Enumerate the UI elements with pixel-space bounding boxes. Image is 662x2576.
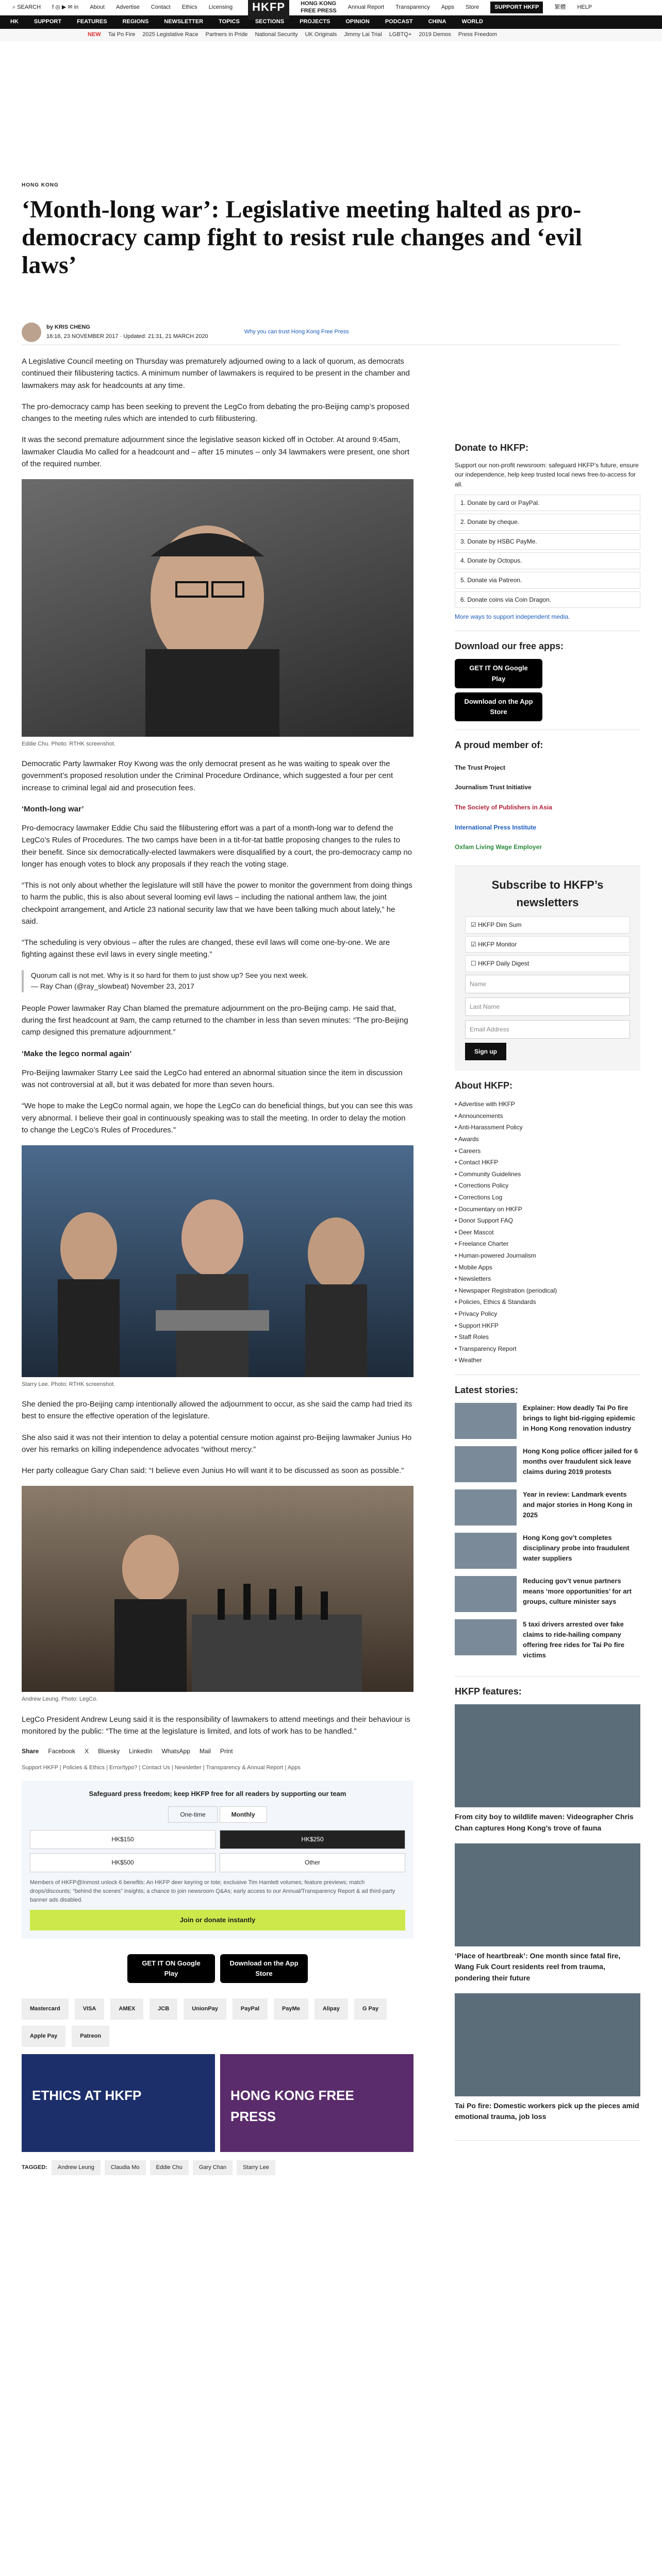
nav-podcast[interactable]: PODCAST [385, 19, 413, 25]
story-thumbnail [455, 1619, 517, 1655]
newsletter-option[interactable]: ☑ HKFP Monitor [465, 936, 630, 953]
trending-bar [0, 29, 662, 41]
paypal-logo: PayPal [233, 1998, 268, 2020]
page-title: ‘Month-long war’: Legislative meeting halted as pro-democracy camp fight to resist rule changes and ‘evil laws’ [22, 196, 582, 279]
byline [22, 319, 620, 345]
hkfp-banner[interactable]: HONG KONG FREE PRESS [220, 2054, 413, 2152]
logo[interactable]: HKFP [248, 0, 289, 20]
paragraph: LegCo President Andrew Leung said it is the responsibility of lawmakers to attend meetings and their behaviour is monitored by the public: “The time at the legislature is limited, and lots of work has to be handled.” [22, 1715, 410, 1736]
about-link[interactable]: • Contact HKFP [455, 1159, 499, 1166]
author-avatar [22, 323, 41, 342]
join-button[interactable]: Join or donate instantly [30, 1910, 405, 1930]
main-nav [0, 15, 662, 29]
donate-option[interactable]: 2. Donate by cheque. [455, 514, 640, 531]
donate-box [455, 433, 640, 631]
latest-story[interactable] [455, 1403, 640, 1439]
nav-projects[interactable]: PROJECTS [300, 19, 330, 25]
about-link[interactable]: • Mobile Apps [455, 1263, 492, 1271]
share-mail[interactable]: Mail [199, 1748, 211, 1755]
payment-logos [22, 1998, 413, 2047]
logo-text [301, 1, 337, 14]
tag[interactable]: Gary Chan [193, 2160, 233, 2175]
story-thumbnail [455, 1489, 517, 1526]
nav-newsletter[interactable]: NEWSLETTER [164, 19, 204, 25]
about-link[interactable]: • Awards [455, 1136, 479, 1143]
about-link[interactable]: • Transparency Report [455, 1345, 517, 1352]
amount-option[interactable]: HK$500 [30, 1853, 216, 1872]
donate-heading: Donate to HKFP: [455, 443, 528, 453]
story-title: Explainer: How deadly Tai Po fire brings to light bid-rigging epidemic in Hong Kong renovation industry [523, 1403, 636, 1433]
trending-item[interactable]: 2019 Demos [419, 31, 451, 38]
article-photo-starry-lee [22, 1145, 413, 1377]
ethics-banner[interactable]: ETHICS AT HKFP [22, 2054, 215, 2152]
name-field[interactable]: Name [465, 975, 630, 993]
newsletter-option[interactable]: ☑ HKFP Dim Sum [465, 917, 630, 934]
about-link[interactable]: • Weather [455, 1357, 482, 1364]
latest-list [455, 1403, 640, 1661]
byline-text [46, 323, 208, 341]
podium-illustration [22, 1486, 413, 1692]
latest-box [455, 1375, 640, 1676]
about-link[interactable]: • Newspaper Registration (periodical) [455, 1286, 557, 1294]
about-link[interactable]: • Support HKFP [455, 1321, 499, 1329]
newsletter-heading: Subscribe to HKFP’s newsletters [491, 878, 604, 909]
nav-regions[interactable]: REGIONS [122, 19, 149, 25]
about-link[interactable]: • Freelance Charter [455, 1240, 509, 1248]
applepay-logo: Apple Pay [22, 2026, 65, 2047]
story-thumbnail [455, 1403, 517, 1439]
top-link-store[interactable]: Store [466, 4, 479, 10]
feature-image[interactable] [455, 1704, 640, 1807]
trending-item[interactable]: National Security [255, 31, 298, 38]
paragraph: “The scheduling is very obvious – after the rules are changed, these evil laws will come one-by-one. We are fighting against these evil laws in every single meeting.” [22, 938, 390, 959]
paragraph: “This is not only about whether the legislature will still have the power to monitor the government from doing things to harm the public, this is also about several looming evil laws – including the national anthem law, the joint checkpoint arrangement, and Article 23 national security law that we have been talking much about lately,” he said. [22, 881, 412, 926]
story-title: Hong Kong gov’t completes disciplinary probe into fraudulent water suppliers [523, 1533, 630, 1563]
frequency-toggle [30, 1806, 405, 1823]
feature-title[interactable]: Tai Po fire: Domestic workers pick up the pieces amid emotional trauma, job loss [455, 2101, 639, 2121]
donate-option[interactable]: 4. Donate by Octopus. [455, 552, 640, 569]
newsletter-box [455, 866, 640, 1071]
jcb-logo: JCB [150, 1998, 177, 2020]
about-link[interactable]: • Corrections Policy [455, 1182, 509, 1190]
story-title: Year in review: Landmark events and major stories in Hong Kong in 2025 [523, 1490, 633, 1519]
alipay-logo: Alipay [315, 1998, 348, 2020]
about-link[interactable]: • Newsletters [455, 1275, 491, 1283]
about-box [455, 1071, 640, 1375]
about-link[interactable]: • Human-powered Journalism [455, 1251, 536, 1259]
latest-story[interactable] [455, 1619, 640, 1661]
tags-label: TAGGED: [22, 2164, 47, 2171]
member-logo[interactable]: Journalism Trust Initiative [455, 784, 532, 791]
paragraph: Pro-Beijing lawmaker Starry Lee said the LegCo had entered an abnormal situation since the item in discussion was not controversial at all, but it was debated for more than seven hours. [22, 1068, 403, 1090]
about-heading: About HKFP: [455, 1080, 512, 1091]
logo-line2: FREE PRESS [301, 7, 337, 14]
newsletter-name: HKFP Dim Sum [478, 921, 522, 928]
app-store-button[interactable]: Download on the App Store [455, 692, 542, 721]
nav-china[interactable]: CHINA [428, 19, 446, 25]
paragraph: She also said it was not their intention to delay a potential censure motion against pro-Beijing lawmaker Junius Ho over his remarks on killing independence advocates “without mercy.” [22, 1433, 412, 1454]
latest-story[interactable] [455, 1576, 640, 1612]
app-store-button[interactable]: Download on the App Store [220, 1954, 308, 1983]
apps-box [455, 631, 640, 730]
store-buttons [22, 1954, 413, 1983]
publish-date: 16:16, 23 NOVEMBER 2017 · Updated: 21:31, 21 MARCH 2020 [46, 333, 208, 340]
about-link[interactable]: • Community Guidelines [455, 1170, 521, 1178]
donate-option[interactable]: 5. Donate via Patreon. [455, 572, 640, 589]
logo-line1: HONG KONG [301, 1, 337, 7]
email-field[interactable]: Email Address [465, 1020, 630, 1039]
patreon-logo: Patreon [72, 2026, 109, 2047]
apps-heading: Download our free apps: [455, 641, 564, 652]
support-links[interactable]: Support HKFP | Policies & Ethics | Error/typo? | Contact Us | Newsletter | Transparency & Annual Report | Apps [22, 1764, 301, 1771]
top-link-annual[interactable]: Annual Report [347, 4, 385, 10]
search-label: SEARCH [17, 4, 41, 10]
tag[interactable]: Eddie Chu [150, 2160, 189, 2175]
amount-grid [30, 1830, 405, 1872]
paragraph: A Legislative Council meeting on Thursday was prematurely adjourned owing to a lack of quorum, as democrats continued their filibustering tactics. A minimum number of lawmakers is required to be present in the chamber and lawmakers may ask for headcounts at any time. [22, 357, 410, 390]
trending-item[interactable]: Tai Po Fire [108, 31, 136, 38]
press-illustration [22, 1145, 413, 1377]
trending-item[interactable]: Press Freedom [458, 31, 497, 38]
about-list [455, 1098, 640, 1366]
story-title: 5 taxi drivers arrested over fake claims to ride-hailing company offering free rides for Tai Po fire victims [523, 1620, 624, 1659]
article-body [22, 355, 413, 2175]
about-link[interactable]: • Deer Mascot [455, 1228, 494, 1236]
gpay-logo: G Pay [354, 1998, 387, 2020]
top-link-contact[interactable]: Contact [151, 4, 171, 10]
language-link[interactable]: 繁體 [554, 4, 566, 10]
paragraph: The pro-democracy camp has been seeking to prevent the LegCo from debating the pro-Beijing camp’s proposed changes to the meeting rules which are intended to curb filibustering. [22, 402, 409, 423]
amex-logo: AMEX [110, 1998, 143, 2020]
donate-option[interactable]: 6. Donate coins via Coin Dragon. [455, 591, 640, 608]
author-name[interactable]: by KRIS CHENG [46, 324, 90, 331]
subheading: ‘Make the legco normal again’ [22, 1049, 132, 1058]
unionpay-logo: UnionPay [184, 1998, 226, 2020]
about-link[interactable]: • Corrections Log [455, 1194, 503, 1201]
top-link-licensing[interactable]: Licensing [208, 4, 233, 10]
latest-story[interactable] [455, 1489, 640, 1526]
share-linkedin[interactable]: LinkedIn [129, 1748, 153, 1755]
feature-title[interactable]: ‘Place of heartbreak’: One month since fatal fire, Wang Fuk Court residents reel from trauma, pondering their future [455, 1951, 621, 1982]
features-list [455, 1704, 640, 2123]
signup-button[interactable]: Sign up [465, 1043, 506, 1061]
story-thumbnail [455, 1576, 517, 1612]
story-title: Hong Kong police officer jailed for 6 months over fraudulent sick leave claims during 2019 protests [523, 1447, 638, 1476]
features-heading: HKFP features: [455, 1686, 522, 1697]
trending-item[interactable]: Partners in Pride [205, 31, 248, 38]
google-play-button[interactable]: GET IT ON Google Play [455, 659, 542, 688]
member-logo[interactable]: Oxfam Living Wage Employer [455, 843, 542, 851]
feature-title[interactable]: From city boy to wildlife maven: Videographer Chris Chan captures Hong Kong’s trove of fauna [455, 1812, 634, 1832]
amount-option[interactable]: HK$150 [30, 1830, 216, 1849]
portrait-illustration [22, 479, 413, 737]
share-x[interactable]: X [85, 1748, 89, 1755]
donate-option[interactable]: 3. Donate by HSBC PayMe. [455, 533, 640, 550]
member-logo[interactable]: The Trust Project [455, 764, 506, 771]
paragraph: It was the second premature adjournment since the legislative season kicked off in October. At around 9:45am, lawmaker Claudia Mo called for a headcount and – after 15 minutes – only 34 lawmakers were present, one short of the required number. [22, 435, 410, 468]
latest-heading: Latest stories: [455, 1384, 519, 1395]
member-logo[interactable]: The Society of Publishers in Asia [455, 804, 552, 811]
top-link-transparency[interactable]: Transparency [395, 4, 430, 10]
top-link-about[interactable]: About [90, 4, 105, 10]
about-link[interactable]: • Staff Roles [455, 1333, 489, 1341]
tweet-text: Quorum call is not met. Why is it so hard for them to just show up? See you next week. [31, 971, 308, 979]
top-utility-bar [0, 0, 662, 15]
nav-hk[interactable]: HK [10, 19, 19, 25]
trending-item[interactable]: 2025 Legislative Race [142, 31, 198, 38]
visa-logo: VISA [75, 1998, 105, 2020]
tag-list [22, 2160, 413, 2175]
about-link[interactable]: • Anti-Harassment Policy [455, 1124, 523, 1131]
trending-label: NEW [88, 31, 101, 38]
promo-banners [22, 2054, 413, 2152]
photo-caption: Starry Lee. Photo: RTHK screenshot. [22, 1381, 115, 1388]
freq-monthly[interactable]: Monthly [220, 1806, 267, 1823]
photo-caption: Andrew Leung. Photo: LegCo. [22, 1696, 98, 1703]
about-link[interactable]: • Advertise with HKFP [455, 1100, 515, 1108]
share-bluesky[interactable]: Bluesky [98, 1748, 120, 1755]
story-title: Reducing gov’t venue partners means ‘more opportunities’ for art groups, culture minister says [523, 1577, 632, 1606]
freq-one-time[interactable]: One-time [168, 1806, 217, 1823]
latest-story[interactable] [455, 1446, 640, 1482]
photo-caption: Eddie Chu. Photo: RTHK screenshot. [22, 741, 116, 747]
nav-opinion[interactable]: OPINION [345, 19, 370, 25]
member-logo[interactable]: International Press Institute [455, 823, 537, 831]
subheading: ‘Month-long war’ [22, 804, 84, 814]
about-link[interactable]: • Careers [455, 1147, 481, 1155]
member-heading: A proud member of: [455, 739, 543, 750]
social-icons[interactable]: f ◎ ▶ ✉ in [52, 4, 79, 10]
share-whatsapp[interactable]: WhatsApp [161, 1748, 190, 1755]
amount-option[interactable]: Other [220, 1853, 405, 1872]
donate-text: Support our non-profit newsroom: safeguard HKFP’s future, ensure our independence, help keep trusted local news free-to-access for all. [455, 461, 639, 488]
paragraph: She denied the pro-Beijing camp intentionally allowed the adjournment to occur, as she said the camp had tried its best to ensure the effective operation of the legislature. [22, 1400, 412, 1421]
nav-sections[interactable]: SECTIONS [255, 19, 285, 25]
article-photo-andrew-leung [22, 1486, 413, 1692]
trust-badge[interactable]: Why you can trust Hong Kong Free Press [244, 328, 349, 335]
tag[interactable]: Andrew Leung [52, 2160, 101, 2175]
latest-story[interactable] [455, 1533, 640, 1569]
paragraph: Her party colleague Gary Chan said: “I believe even Junius Ho will want it to be discussed as soon as possible.” [22, 1466, 404, 1476]
trending-item[interactable]: UK Originals [305, 31, 337, 38]
share-print[interactable]: Print [220, 1748, 233, 1755]
google-play-button[interactable]: GET IT ON Google Play [127, 1954, 215, 1983]
payme-logo: PayMe [274, 1998, 308, 2020]
paragraph: “We hope to make the LegCo normal again, we hope the LegCo can do beneficial things, but you can see this was very abnormal. I believe their goal in continuously speaking was to stall the meeting. In order to delay the motion to change the LegCo’s Rules of Procedures.” [22, 1101, 413, 1134]
top-link-apps[interactable]: Apps [441, 4, 454, 10]
paragraph: Democratic Party lawmaker Roy Kwong was the only democrat present as he was waiting to speak over the government’s proposed resolution under the Criminal Procedure Ordinance, which suggested a four per cent increase to criminal legal aid and prosecution fees. [22, 759, 393, 792]
top-link-ethics[interactable]: Ethics [181, 4, 197, 10]
donate-option[interactable]: 1. Donate by card or PayPal. [455, 495, 640, 512]
share-label: Share [22, 1748, 39, 1755]
share-facebook[interactable]: Facebook [48, 1748, 76, 1755]
features-box [455, 1676, 640, 2141]
about-link[interactable]: • Donor Support FAQ [455, 1217, 513, 1225]
trending-item[interactable]: LGBTQ+ [389, 31, 412, 38]
about-link[interactable]: • Privacy Policy [455, 1310, 498, 1317]
story-thumbnail [455, 1446, 517, 1482]
tweet-author[interactable]: — Ray Chan (@ray_slowbeat) November 23, 2017 [31, 982, 194, 991]
paragraph: People Power lawmaker Ray Chan blamed the premature adjournment on the pro-Beijing camp. He said that, during the first headcount at 9am, the camp returned to the chamber in less than seven minutes: “The pro-Beijing camp designed this premature adjournment.” [22, 1004, 408, 1037]
tag[interactable]: Starry Lee [237, 2160, 275, 2175]
feature-image[interactable] [455, 1843, 640, 1946]
mastercard-logo: Mastercard [22, 1998, 69, 2020]
trending-item[interactable]: Jimmy Lai Trial [344, 31, 382, 38]
nav-topics[interactable]: TOPICS [219, 19, 240, 25]
donate-widget [22, 1781, 413, 1939]
embedded-tweet[interactable] [22, 970, 413, 992]
search-link[interactable]: ⌕ SEARCH [12, 4, 41, 10]
help-link[interactable]: HELP [577, 4, 592, 10]
last-name-field[interactable]: Last Name [465, 997, 630, 1016]
tag[interactable]: Claudia Mo [105, 2160, 146, 2175]
amount-option-selected[interactable]: HK$250 [220, 1830, 405, 1849]
section-tag[interactable]: HONG KONG [22, 182, 59, 188]
nav-support[interactable]: SUPPORT [34, 19, 62, 25]
nav-world[interactable]: WORLD [461, 19, 483, 25]
about-link[interactable]: • Announcements [455, 1112, 503, 1120]
member-box [455, 730, 640, 866]
sidebar [455, 433, 640, 2141]
more-ways-link[interactable]: More ways to support independent media. [455, 613, 570, 621]
about-link[interactable]: • Documentary on HKFP [455, 1205, 522, 1213]
newsletter-name: HKFP Daily Digest [478, 960, 529, 968]
about-link[interactable]: • Policies, Ethics & Standards [455, 1298, 536, 1306]
story-thumbnail [455, 1533, 517, 1569]
newsletter-option[interactable]: ☐ HKFP Daily Digest [465, 955, 630, 972]
donate-note: Members of HKFP@Inmost unlock 6 benefits: An HKFP deer keyring or tote; exclusive Tim Hamlett volumes; feature previews; match drops/discounts; “behind the scenes” insights; a chance to join newsroom Q&As; early access to our Annual/Transparency Report & ad third-party banner ads disabled. [30, 1879, 395, 1903]
feature-image[interactable] [455, 1993, 640, 2096]
top-link-advertise[interactable]: Advertise [115, 4, 140, 10]
nav-features[interactable]: FEATURES [77, 19, 107, 25]
support-button[interactable]: SUPPORT HKFP [490, 2, 543, 13]
newsletter-name: HKFP Monitor [478, 940, 517, 948]
donate-title: Safeguard press freedom; keep HKFP free for all readers by supporting our team [89, 1789, 346, 1798]
share-bar [22, 1747, 413, 1756]
paragraph: Pro-democracy lawmaker Eddie Chu said the filibustering effort was a part of a month-long war to defend the LegCo’s Rules of Procedures. The two camps have been in a tit-for-tat battle proposing changes to the rules to their benefit. Since six democratically-elected lawmakers were disqualified by a court, the pro-democracy camp no longer has enough votes to block any proposals if they reach the voting stage. [22, 824, 412, 869]
article-photo-eddie-chu [22, 479, 413, 737]
